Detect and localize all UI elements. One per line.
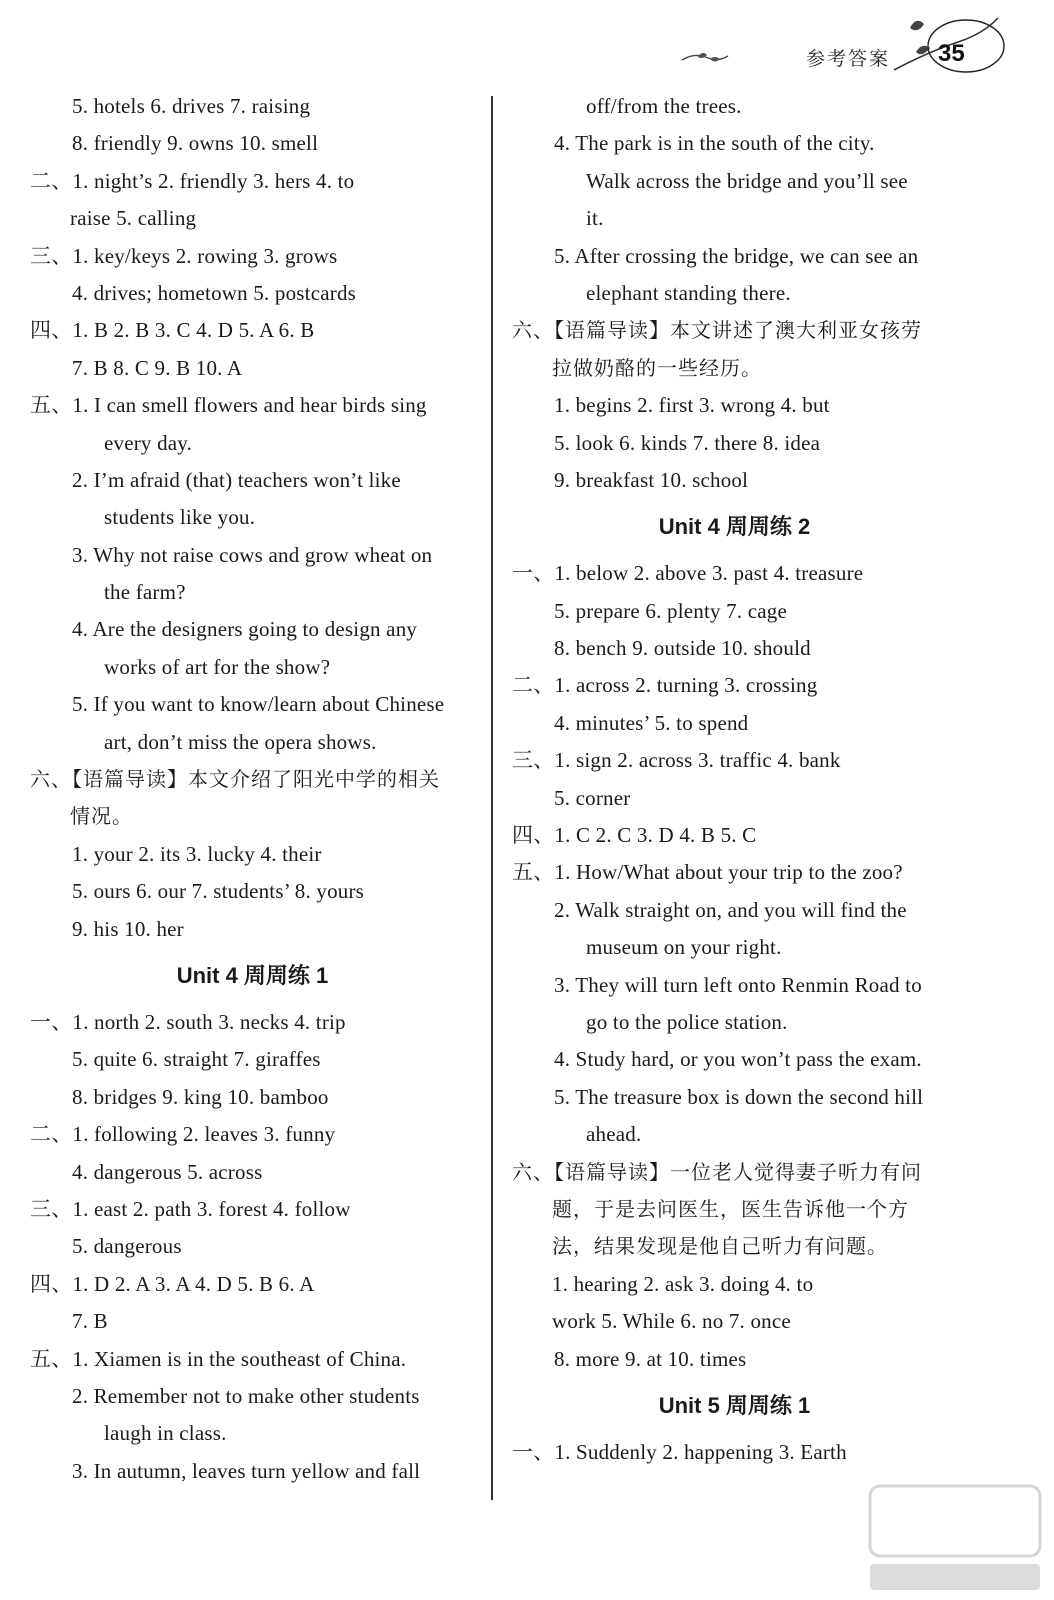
- answer-line: 六、【语篇导读】一位老人觉得妻子听力有问: [512, 1159, 922, 1184]
- answer-line: off/from the trees.: [586, 94, 742, 118]
- answer-line: 四、1. B 2. B 3. C 4. D 5. A 6. B: [30, 318, 315, 343]
- answer-line: 5. After crossing the bridge, we can see an: [554, 243, 919, 268]
- answer-line: 情况。: [70, 804, 133, 829]
- answer-line: 8. friendly 9. owns 10. smell: [72, 131, 319, 156]
- section-heading: Unit 5 周周练 1: [658, 1392, 811, 1418]
- answer-line: every day.: [104, 430, 193, 455]
- answer-line: go to the police station.: [586, 1009, 788, 1034]
- answer-line: 8. more 9. at 10. times: [554, 1346, 747, 1371]
- answer-line: laugh in class.: [104, 1421, 227, 1446]
- answer-line: 1. begins 2. first 3. wrong 4. but: [554, 393, 830, 418]
- answer-line: 7. B: [72, 1309, 108, 1334]
- answer-line: 3. In autumn, leaves turn yellow and fall: [72, 1458, 421, 1483]
- answer-line: 4. Study hard, or you won’t pass the exam.: [554, 1047, 922, 1072]
- answer-line: 题，于是去问医生，医生告诉他一个方: [552, 1196, 909, 1221]
- answer-line: 五、1. How/What about your trip to the zoo?: [512, 860, 903, 885]
- answer-line: 六、【语篇导读】本文介绍了阳光中学的相关: [30, 767, 440, 792]
- left-column: [30, 88, 475, 1490]
- answer-line: 5. prepare 6. plenty 7. cage: [554, 598, 788, 623]
- answer-line: the farm?: [104, 580, 186, 605]
- answer-line: 5. hotels 6. drives 7. raising: [72, 94, 311, 118]
- answer-line: 8. bench 9. outside 10. should: [554, 636, 811, 661]
- answer-line: 5. The treasure box is down the second hill: [554, 1084, 924, 1109]
- answer-line: 一、1. north 2. south 3. necks 4. trip: [30, 1009, 346, 1034]
- answer-line: 六、【语篇导读】本文讲述了澳大利亚女孩劳: [512, 318, 922, 343]
- answer-line: 8. bridges 9. king 10. bamboo: [72, 1084, 329, 1109]
- answer-line: 一、1. below 2. above 3. past 4. treasure: [512, 561, 864, 586]
- answer-line: 5. quite 6. straight 7. giraffes: [72, 1047, 321, 1072]
- answer-line: 9. his 10. her: [72, 916, 184, 941]
- answer-line: 4. Are the designers going to design any: [72, 617, 418, 642]
- answer-line: 4. dangerous 5. across: [72, 1159, 263, 1184]
- answer-line: 4. The park is in the south of the city.: [554, 131, 875, 156]
- answer-line: 7. B 8. C 9. B 10. A: [72, 355, 243, 380]
- answer-line: Walk across the bridge and you’ll see: [586, 168, 908, 193]
- answer-line: 四、1. C 2. C 3. D 4. B 5. C: [512, 823, 757, 848]
- answer-line: 四、1. D 2. A 3. A 4. D 5. B 6. A: [30, 1271, 315, 1296]
- answer-line: 1. hearing 2. ask 3. doing 4. to: [552, 1271, 814, 1296]
- answer-line: 5. dangerous: [72, 1234, 182, 1259]
- answer-line: works of art for the show?: [104, 654, 331, 679]
- section-heading: Unit 4 周周练 2: [658, 514, 811, 540]
- answer-line: 1. your 2. its 3. lucky 4. their: [72, 841, 322, 866]
- answer-line: students like you.: [104, 505, 256, 530]
- page-header: [0, 0, 1054, 90]
- answer-line: 2. Remember not to make other students: [72, 1383, 420, 1408]
- answer-line: 二、1. across 2. turning 3. crossing: [512, 673, 818, 698]
- leaf-ornament-icon: [680, 48, 730, 68]
- answer-line: 一、1. Suddenly 2. happening 3. Earth: [512, 1439, 847, 1464]
- answer-line: 二、1. following 2. leaves 3. funny: [30, 1122, 336, 1147]
- answer-line: raise 5. calling: [70, 206, 197, 231]
- section-heading: Unit 4 周周练 1: [176, 962, 329, 988]
- answer-line: 4. drives; hometown 5. postcards: [72, 280, 357, 305]
- answer-line: work 5. While 6. no 7. once: [552, 1309, 791, 1334]
- answer-line: 3. They will turn left onto Renmin Road to: [554, 972, 922, 997]
- answer-line: ahead.: [586, 1122, 642, 1147]
- answer-line: 五、1. Xiamen is in the southeast of China.: [30, 1346, 407, 1371]
- watermark-logo: [860, 1478, 1050, 1596]
- answer-line: 5. corner: [554, 785, 631, 810]
- answer-line: 二、1. night’s 2. friendly 3. hers 4. to: [30, 168, 355, 193]
- answer-line: elephant standing there.: [586, 280, 791, 305]
- answer-line: museum on your right.: [586, 935, 782, 960]
- answer-line: 2. Walk straight on, and you will find the: [554, 897, 907, 922]
- answer-line: 拉做奶酪的一些经历。: [552, 355, 762, 380]
- page-number: 35: [938, 40, 965, 67]
- answer-line: 三、1. key/keys 2. rowing 3. grows: [30, 243, 338, 268]
- answer-line: 三、1. east 2. path 3. forest 4. follow: [30, 1196, 351, 1221]
- answer-line: 4. minutes’ 5. to spend: [554, 710, 749, 735]
- answer-line: 9. breakfast 10. school: [554, 467, 749, 492]
- answer-line: art, don’t miss the opera shows.: [104, 729, 377, 754]
- answer-line: 3. Why not raise cows and grow wheat on: [72, 542, 433, 567]
- answer-line: 5. ours 6. our 7. students’ 8. yours: [72, 879, 365, 904]
- answer-line: 2. I’m afraid (that) teachers won’t like: [72, 467, 401, 492]
- right-column: [512, 88, 957, 1471]
- answer-line: 5. If you want to know/learn about Chinese: [72, 692, 445, 717]
- answer-line: it.: [586, 206, 604, 231]
- column-divider: [491, 96, 493, 1500]
- answer-line: 5. look 6. kinds 7. there 8. idea: [554, 430, 821, 455]
- answer-line: 三、1. sign 2. across 3. traffic 4. bank: [512, 748, 841, 773]
- header-label: 参考答案: [806, 48, 891, 70]
- answer-line: 五、1. I can smell flowers and hear birds sing: [30, 393, 427, 418]
- answer-line: 法，结果发现是他自己听力有问题。: [552, 1234, 888, 1259]
